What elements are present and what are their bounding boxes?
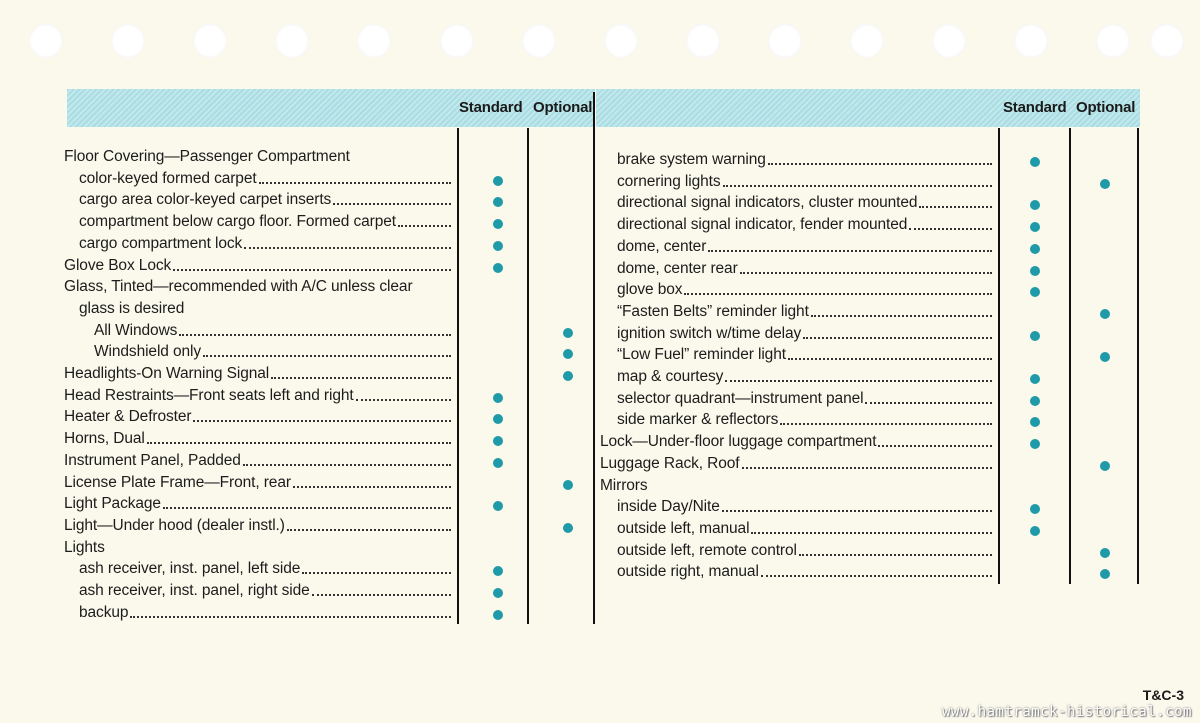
site-watermark: www.hamtramck-historical.com <box>941 704 1192 720</box>
optional-marker <box>1100 179 1110 189</box>
equipment-label: Heater & Defroster <box>64 408 192 426</box>
optional-marker <box>563 371 573 381</box>
equipment-label: Floor Covering—Passenger Compartment <box>64 148 350 165</box>
dot-leader <box>799 554 992 556</box>
equipment-row <box>617 496 996 518</box>
standard-marker <box>1030 374 1040 384</box>
equipment-label: ignition switch w/time delay <box>617 324 802 342</box>
dot-leader <box>722 510 992 512</box>
equipment-row <box>617 301 996 323</box>
equipment-row <box>79 233 455 255</box>
optional-marker <box>1100 548 1110 558</box>
equipment-label: color-keyed formed carpet <box>79 169 257 187</box>
dot-leader <box>333 203 451 205</box>
equipment-label: Head Restraints—Front seats left and right <box>64 386 354 404</box>
equipment-row <box>600 431 996 453</box>
equipment-row <box>617 518 996 540</box>
equipment-label: “Fasten Belts” reminder light <box>617 302 809 320</box>
equipment-label: brake system warning <box>617 151 766 168</box>
dot-leader <box>147 442 451 444</box>
equipment-label: Horns, Dual <box>64 430 145 448</box>
standard-marker <box>493 197 503 207</box>
dot-leader <box>244 247 451 249</box>
right-optional-header: Optional <box>1076 99 1136 116</box>
equipment-label: Light Package <box>64 495 161 513</box>
equipment-row <box>79 211 455 233</box>
equipment-row <box>617 171 996 193</box>
equipment-label: compartment below cargo floor. Formed carpet <box>79 213 396 231</box>
left-standard-column-rule <box>457 128 459 624</box>
equipment-label: License Plate Frame—Front, rear <box>64 473 291 491</box>
dot-leader <box>179 334 451 336</box>
standard-marker <box>493 176 503 186</box>
equipment-row <box>79 168 455 190</box>
equipment-row <box>79 298 455 320</box>
dot-leader <box>163 507 451 509</box>
right-optional-column-rule <box>1069 128 1071 584</box>
equipment-label: Mirrors <box>600 476 648 494</box>
dot-leader <box>398 225 451 227</box>
standard-marker <box>493 393 503 403</box>
dot-leader <box>203 355 451 357</box>
equipment-row <box>64 472 455 494</box>
equipment-row <box>79 580 455 602</box>
standard-marker <box>1030 417 1040 427</box>
dot-leader <box>761 575 992 577</box>
equipment-row <box>617 561 996 583</box>
dot-leader <box>243 464 451 466</box>
center-divider <box>593 92 595 624</box>
standard-marker <box>493 436 503 446</box>
equipment-row <box>617 258 996 280</box>
standard-marker <box>1030 396 1040 406</box>
binder-hole <box>111 24 145 58</box>
dot-leader <box>708 250 992 252</box>
equipment-row <box>79 558 455 580</box>
dot-leader <box>878 445 992 447</box>
standard-marker <box>493 501 503 511</box>
equipment-label: selector quadrant—instrument panel <box>617 389 864 407</box>
equipment-label: cargo compartment lock <box>79 234 243 252</box>
equipment-row <box>64 276 455 298</box>
standard-marker <box>493 566 503 576</box>
standard-marker <box>1030 439 1040 449</box>
dot-leader <box>312 594 451 596</box>
right-standard-column-rule <box>998 128 1000 584</box>
equipment-label: Light—Under hood (dealer instl.) <box>64 516 285 534</box>
equipment-row <box>94 320 455 342</box>
optional-marker <box>563 523 573 533</box>
binder-hole <box>275 24 309 58</box>
left-optional-header: Optional <box>533 99 593 116</box>
dot-leader <box>803 337 992 339</box>
binder-hole <box>604 24 638 58</box>
dot-leader <box>725 380 992 382</box>
equipment-label: outside left, remote control <box>617 541 797 559</box>
equipment-label: Headlights-On Warning Signal <box>64 365 270 382</box>
standard-marker <box>493 610 503 620</box>
equipment-row <box>64 255 455 277</box>
equipment-label: Glove Box Lock <box>64 256 172 274</box>
equipment-row <box>600 475 996 497</box>
optional-marker <box>1100 461 1110 471</box>
equipment-row <box>617 323 996 345</box>
dot-leader <box>302 572 451 574</box>
equipment-label: “Low Fuel” reminder light <box>617 346 786 364</box>
binder-hole <box>1150 24 1184 58</box>
equipment-label: dome, center rear <box>617 259 738 277</box>
standard-marker <box>493 241 503 251</box>
equipment-label: Glass, Tinted—recommended with A/C unless clear <box>64 278 413 296</box>
equipment-row <box>617 192 996 214</box>
standard-marker <box>493 458 503 468</box>
dot-leader <box>287 529 451 531</box>
right-standard-header: Standard <box>1003 99 1067 116</box>
equipment-label: cornering lights <box>617 172 721 190</box>
binder-hole <box>850 24 884 58</box>
equipment-row <box>600 453 996 475</box>
dot-leader <box>909 228 992 230</box>
standard-marker <box>1030 157 1040 167</box>
dot-leader <box>865 402 992 404</box>
dot-leader <box>811 315 992 317</box>
dot-leader <box>356 399 451 401</box>
equipment-label: Luggage Rack, Roof <box>600 454 740 472</box>
standard-marker <box>493 414 503 424</box>
optional-marker <box>563 349 573 359</box>
equipment-row <box>617 149 996 171</box>
standard-marker <box>1030 244 1040 254</box>
equipment-row <box>617 388 996 410</box>
binder-hole <box>522 24 556 58</box>
equipment-row <box>64 385 455 407</box>
right-table-edge-rule <box>1137 128 1139 584</box>
binder-hole <box>440 24 474 58</box>
dot-leader <box>788 358 992 360</box>
binder-hole <box>768 24 802 58</box>
equipment-row <box>617 409 996 431</box>
dot-leader <box>259 182 451 184</box>
dot-leader <box>684 293 992 295</box>
dot-leader <box>173 269 451 271</box>
dot-leader <box>919 206 992 208</box>
equipment-label: Lights <box>64 538 105 556</box>
equipment-label: outside right, manual <box>617 563 759 581</box>
dot-leader <box>780 423 992 425</box>
standard-marker <box>1030 200 1040 210</box>
equipment-row <box>617 366 996 388</box>
equipment-row <box>64 428 455 450</box>
equipment-row <box>64 537 455 559</box>
optional-marker <box>1100 352 1110 362</box>
binder-hole <box>1096 24 1130 58</box>
dot-leader <box>271 377 451 379</box>
optional-marker <box>1100 309 1110 319</box>
equipment-row <box>617 344 996 366</box>
equipment-row <box>64 406 455 428</box>
equipment-label: All Windows <box>94 321 178 339</box>
equipment-row <box>617 236 996 258</box>
standard-marker <box>1030 504 1040 514</box>
binder-hole <box>357 24 391 58</box>
equipment-row <box>617 279 996 301</box>
standard-marker <box>1030 222 1040 232</box>
standard-marker <box>493 263 503 273</box>
standard-marker <box>1030 266 1040 276</box>
equipment-row <box>64 146 455 168</box>
standard-marker <box>1030 287 1040 297</box>
equipment-label: Instrument Panel, Padded <box>64 451 241 469</box>
equipment-label: directional signal indicators, cluster mounted <box>617 194 918 212</box>
equipment-row <box>617 540 996 562</box>
equipment-label: ash receiver, inst. panel, left side <box>79 560 301 578</box>
binder-hole <box>686 24 720 58</box>
page-code: T&C-3 <box>1142 687 1184 703</box>
dot-leader <box>751 532 992 534</box>
equipment-row <box>64 363 455 385</box>
standard-marker <box>1030 526 1040 536</box>
dot-leader <box>130 616 451 618</box>
equipment-label: map & courtesy <box>617 368 724 385</box>
equipment-row <box>64 450 455 472</box>
standard-marker <box>493 219 503 229</box>
equipment-row <box>79 189 455 211</box>
optional-marker <box>563 480 573 490</box>
equipment-label: cargo area color-keyed carpet inserts <box>79 191 332 209</box>
dot-leader <box>293 486 451 488</box>
equipment-label: dome, center <box>617 237 707 255</box>
dot-leader <box>740 272 992 274</box>
equipment-label: inside Day/Nite <box>617 498 720 516</box>
dot-leader <box>768 163 992 165</box>
binder-hole <box>1014 24 1048 58</box>
binder-hole <box>193 24 227 58</box>
dot-leader <box>723 185 992 187</box>
equipment-label: outside left, manual <box>617 519 750 537</box>
left-standard-header: Standard <box>459 99 523 116</box>
equipment-row <box>64 493 455 515</box>
binder-hole <box>932 24 966 58</box>
equipment-row <box>94 341 455 363</box>
equipment-label: glass is desired <box>79 299 185 317</box>
equipment-label: side marker & reflectors <box>617 411 779 429</box>
equipment-label: Windshield only <box>94 343 202 361</box>
optional-marker <box>563 328 573 338</box>
binder-hole <box>29 24 63 58</box>
equipment-label: directional signal indicator, fender mounted <box>617 216 908 234</box>
binder-holes <box>0 24 1200 58</box>
standard-marker <box>493 588 503 598</box>
dot-leader <box>742 467 992 469</box>
equipment-row <box>617 214 996 236</box>
equipment-label: glove box <box>617 281 683 299</box>
optional-marker <box>1100 569 1110 579</box>
equipment-label: ash receiver, inst. panel, right side <box>79 582 310 599</box>
dot-leader <box>193 420 451 422</box>
equipment-label: backup <box>79 603 129 621</box>
equipment-row <box>64 515 455 537</box>
equipment-row <box>79 602 455 624</box>
standard-marker <box>1030 331 1040 341</box>
left-optional-column-rule <box>527 128 529 624</box>
equipment-label: Lock—Under-floor luggage compartment <box>600 433 877 451</box>
